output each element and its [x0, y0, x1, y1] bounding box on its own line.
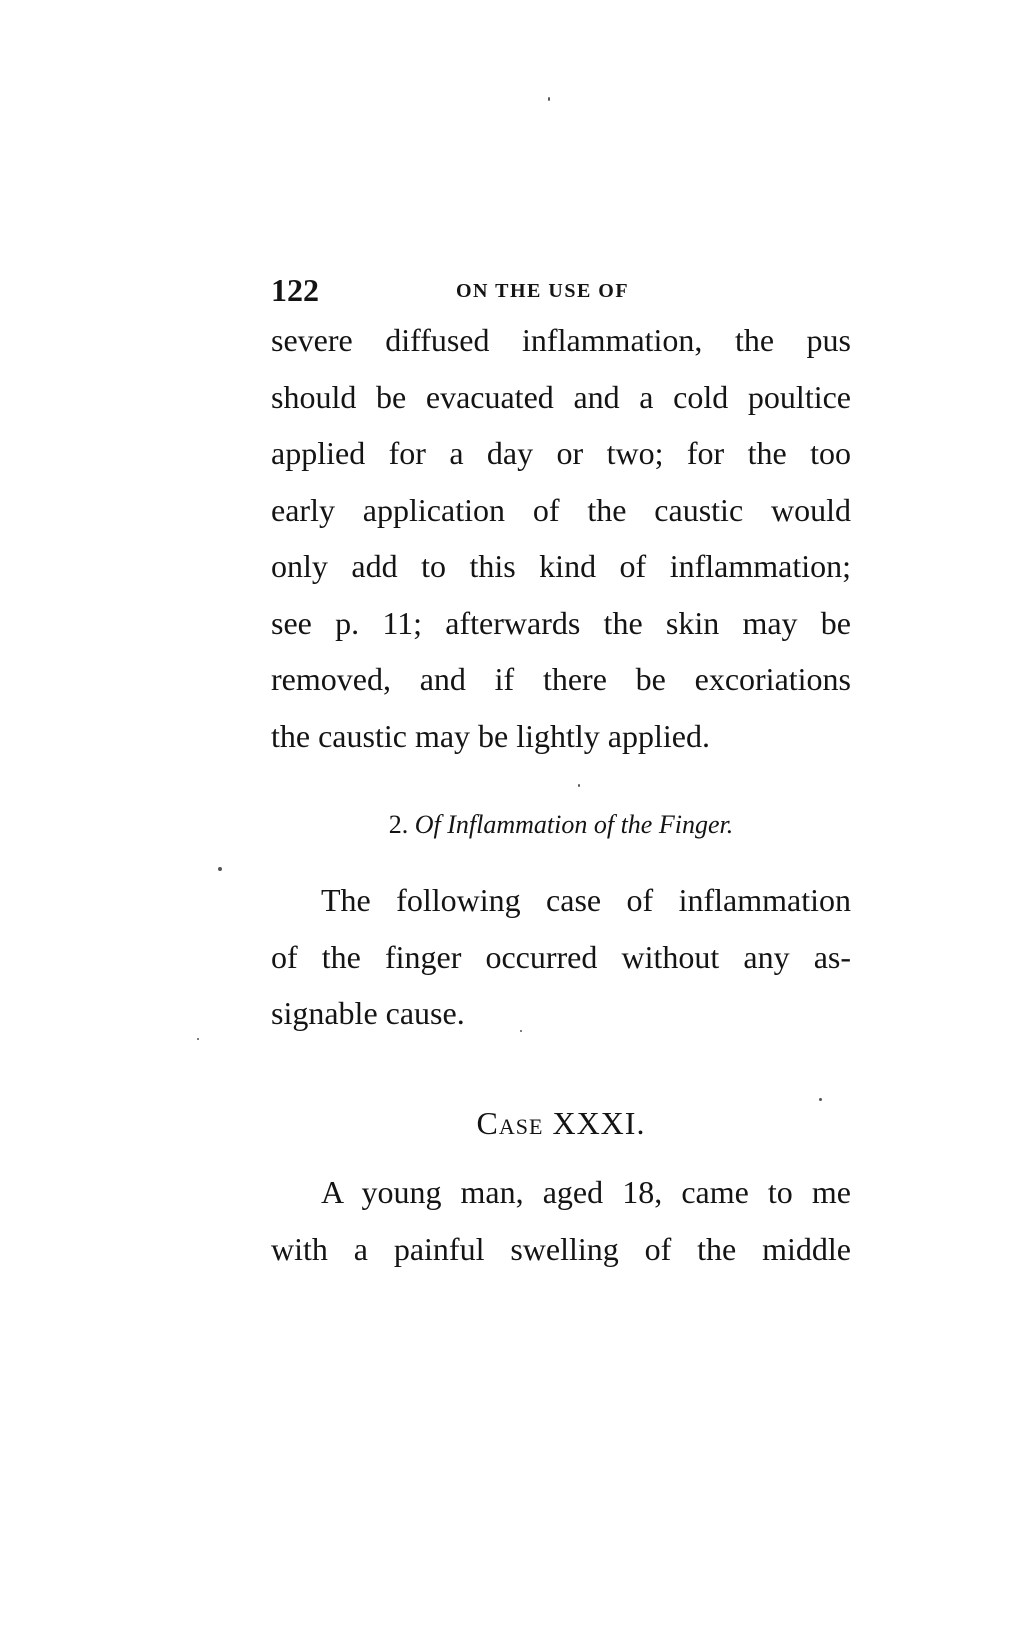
paragraph-continued [271, 312, 851, 764]
case-heading [271, 1102, 851, 1144]
text-line: see p. 11; afterwards the skin may be [271, 604, 851, 641]
section-title: Of Inflammation of the Finger. [414, 810, 734, 839]
running-head: ON THE USE OF [456, 280, 630, 302]
text-line: removed, and if there be excoriations [271, 661, 851, 697]
paragraph-following-case [271, 872, 851, 1042]
scan-speck [578, 784, 580, 787]
scan-speck [819, 1098, 822, 1101]
text-line: early application of the caustic would [271, 491, 851, 528]
text-line: only add to this kind of inflammation; [271, 548, 851, 584]
text-line: severe diffused inflammation, the pus [271, 322, 851, 358]
text-line: the caustic may be lightly applied. [271, 717, 710, 754]
scan-speck [197, 1038, 199, 1040]
text-line: of the finger occurred without any as- [271, 938, 851, 975]
scan-speck [218, 867, 222, 871]
page-header [271, 270, 851, 310]
paragraph-case-description [271, 1164, 851, 1277]
text-line: signable cause. [271, 995, 465, 1031]
scan-speck [548, 97, 550, 101]
text-line: A young man, aged 18, came to me [321, 1174, 851, 1210]
text-line: should be evacuated and a cold poultice [271, 378, 851, 415]
text-line: The following case of inflammation [321, 882, 851, 918]
section-number: 2. [388, 810, 409, 839]
section-heading [271, 805, 851, 845]
page-number: 122 [271, 272, 319, 308]
text-line: applied for a day or two; for the too [271, 435, 851, 471]
case-numeral: XXXI. [552, 1105, 646, 1141]
scan-speck [520, 1030, 522, 1032]
text-line: with a painful swelling of the middle [271, 1230, 851, 1267]
case-label: Case [476, 1105, 544, 1141]
